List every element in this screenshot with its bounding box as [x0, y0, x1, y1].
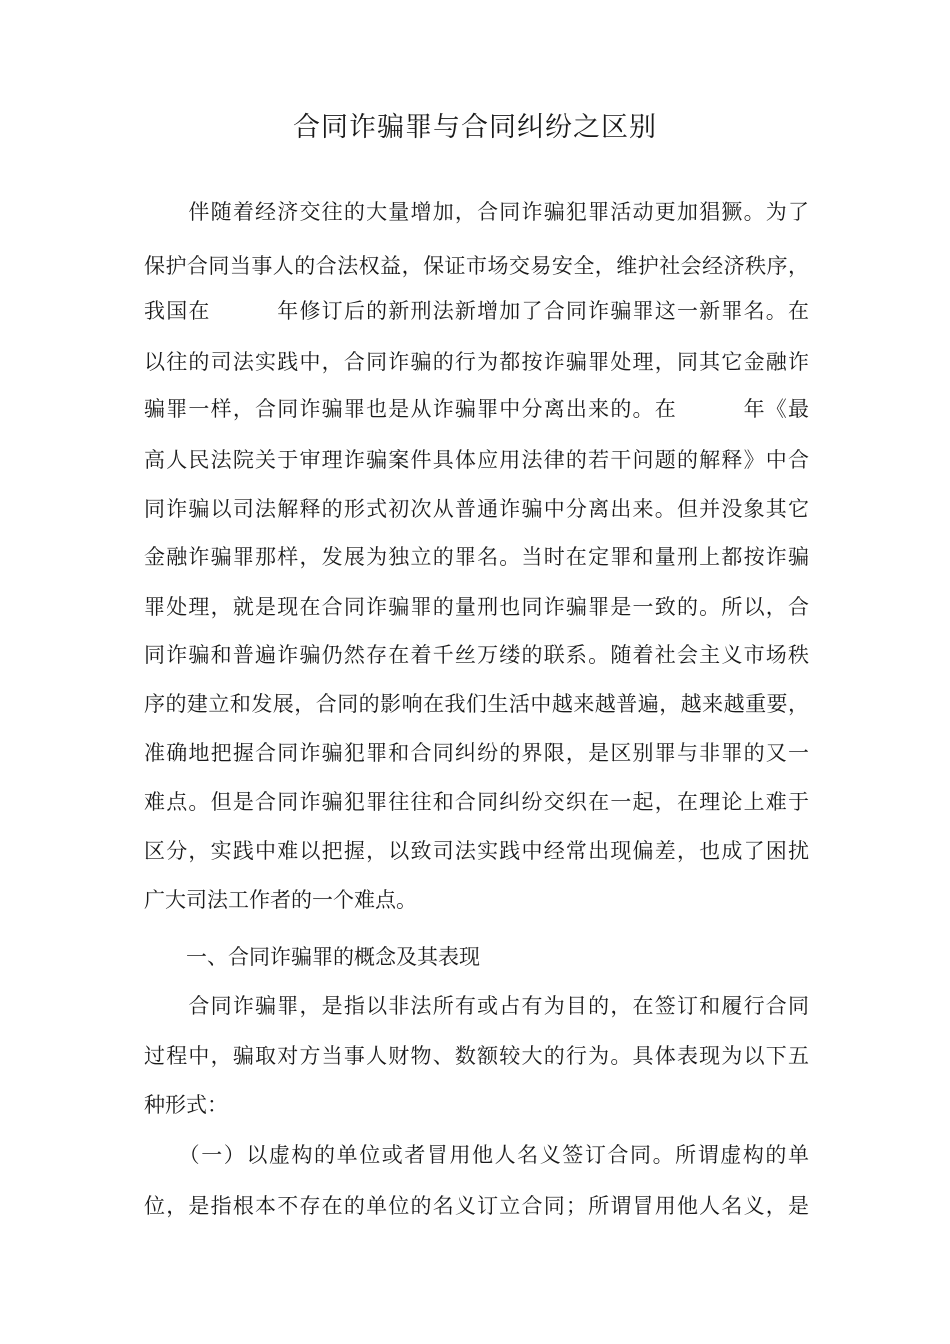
body-line-18: 过程中，骗取对方当事人财物、数额较大的行为。具体表现为以下五 — [144, 1044, 809, 1068]
section-heading: 一、合同诈骗罪的概念及其表现 — [144, 945, 480, 969]
body-line-20: （一）以虚构的单位或者冒用他人名义签订合同。所谓虚构的单 — [144, 1143, 809, 1167]
body-line-14: 区分，实践中难以把握，以致司法实践中经常出现偏差，也成了困扰 — [144, 839, 809, 863]
body-line-5: 骗罪一样，合同诈骗罪也是从诈骗罪中分离出来的。在 年《最 — [144, 397, 809, 421]
body-line-3: 我国在 年修订后的新刑法新增加了合同诈骗罪这一新罪名。在 — [144, 299, 809, 323]
body-line-11: 序的建立和发展，合同的影响在我们生活中越来越普遍，越来越重要， — [144, 692, 809, 716]
body-line-2: 保护合同当事人的合法权益，保证市场交易安全，维护社会经济秩序， — [144, 254, 809, 278]
body-line-13: 难点。但是合同诈骗犯罪往往和合同纠纷交织在一起，在理论上难于 — [144, 790, 809, 814]
body-line-10: 同诈骗和普遍诈骗仍然存在着千丝万缕的联系。随着社会主义市场秩 — [144, 643, 809, 667]
body-line-19: 种形式： — [144, 1093, 228, 1117]
body-line-15: 广大司法工作者的一个难点。 — [144, 888, 417, 912]
body-line-1: 伴随着经济交往的大量增加，合同诈骗犯罪活动更加猖獗。为了 — [144, 200, 809, 224]
document-title: 合同诈骗罪与合同纠纷之区别 — [293, 112, 657, 143]
body-line-7: 同诈骗以司法解释的形式初次从普通诈骗中分离出来。但并没象其它 — [144, 497, 809, 521]
body-line-8: 金融诈骗罪那样，发展为独立的罪名。当时在定罪和量刑上都按诈骗 — [144, 545, 809, 569]
body-line-12: 准确地把握合同诈骗犯罪和合同纠纷的界限，是区别罪与非罪的又一 — [144, 741, 809, 765]
body-line-21: 位，是指根本不存在的单位的名义订立合同；所谓冒用他人名义，是 — [144, 1194, 809, 1218]
body-line-17: 合同诈骗罪，是指以非法所有或占有为目的，在签订和履行合同 — [144, 994, 809, 1018]
body-line-9: 罪处理，就是现在合同诈骗罪的量刑也同诈骗罪是一致的。所以，合 — [144, 595, 809, 619]
body-line-6: 高人民法院关于审理诈骗案件具体应用法律的若干问题的解释》中合 — [144, 448, 809, 472]
body-line-4: 以往的司法实践中，合同诈骗的行为都按诈骗罪处理，同其它金融诈 — [144, 350, 809, 374]
